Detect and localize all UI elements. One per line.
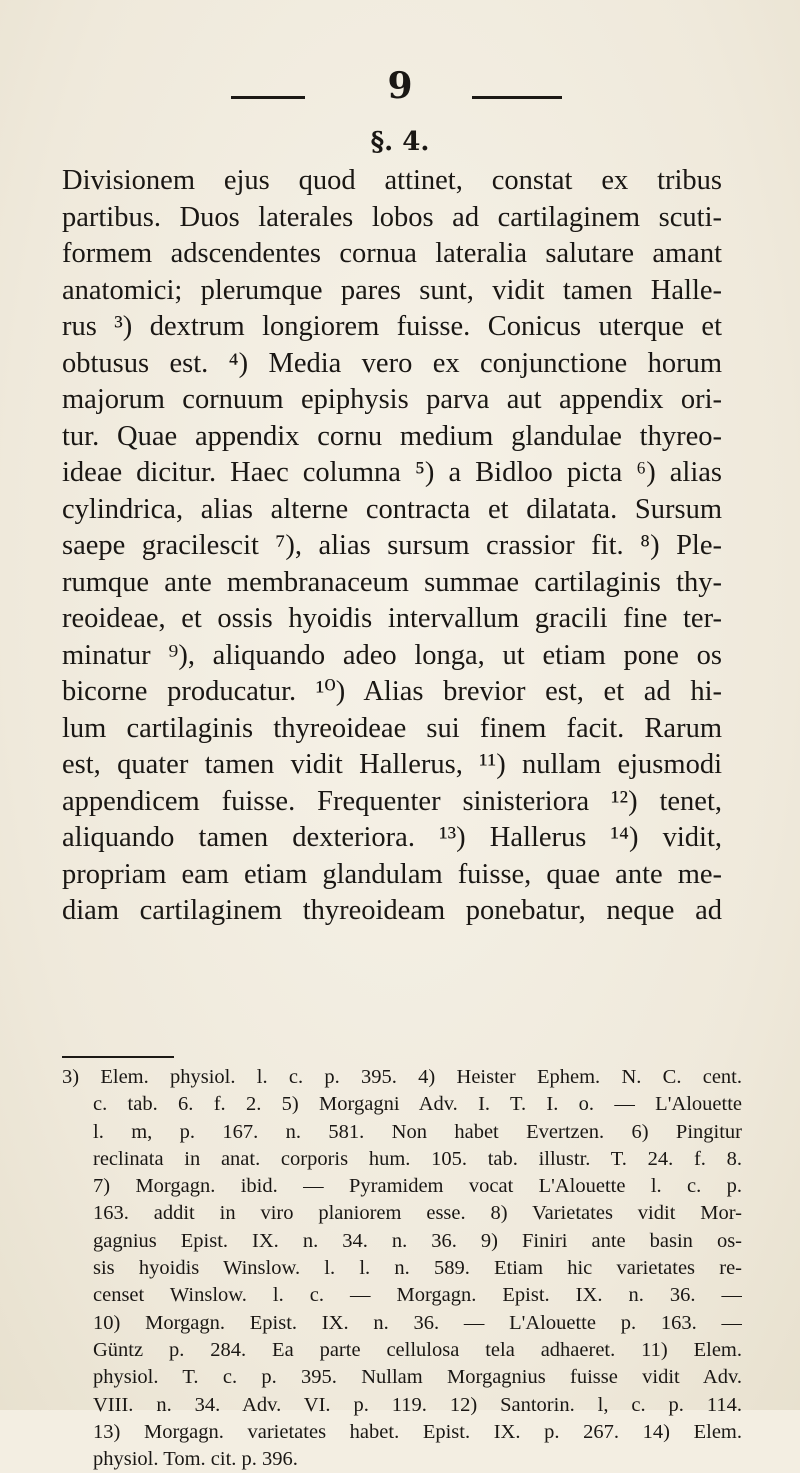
body-line: cylindrica, alias alterne contracta et dilatata. Sursum	[62, 493, 722, 525]
footnote-line: 7) Morgagn. ibid. — Pyramidem vocat L'Alouette l. c. p.	[93, 1175, 742, 1198]
footnote-line: Güntz p. 284. Ea parte cellulosa tela adhaeret. 11) Elem.	[93, 1338, 742, 1361]
body-line: appendicem fuisse. Frequenter sinisteriora ¹²) tenet,	[62, 785, 722, 817]
footnote-line: physiol. Tom. cit. p. 396.	[93, 1448, 298, 1471]
footnote-line: sis hyoidis Winslow. l. l. n. 589. Etiam hic varietates re-	[93, 1257, 742, 1280]
footnote-line: gagnius Epist. IX. n. 34. n. 36. 9) Finiri ante basin os-	[93, 1229, 742, 1252]
body-line: aliquando tamen dexteriora. ¹³) Hallerus ¹⁴) vidit,	[62, 822, 722, 853]
body-line: bicorne producatur. ¹⁰) Alias brevior est, et ad hi-	[62, 676, 722, 707]
footnote-line: reclinata in anat. corporis hum. 105. tab. illustr. T. 24. f. 8.	[93, 1147, 742, 1170]
body-line: partibus. Duos laterales lobos ad cartilaginem scuti-	[62, 201, 722, 233]
footnote-separator	[62, 1056, 174, 1058]
footnote-line: censet Winslow. l. c. — Morgagn. Epist. IX. n. 36. —	[93, 1284, 742, 1307]
footnote-line: VIII. n. 34. Adv. VI. p. 119. 12) Santorin. l, c. p. 114.	[93, 1393, 742, 1416]
body-line: est, quater tamen vidit Hallerus, ¹¹) nullam ejusmodi	[62, 749, 722, 780]
body-line: obtusus est. ⁴) Media vero ex conjunctione horum	[62, 347, 722, 379]
page-number: 9	[387, 65, 413, 107]
footnote-line: l. m, p. 167. n. 581. Non habet Evertzen. 6) Pingitur	[93, 1120, 742, 1143]
body-line: ideae dicitur. Haec columna ⁵) a Bidloo picta ⁶) alias	[62, 457, 722, 488]
body-line: rus ³) dextrum longiorem fuisse. Conicus uterque et	[62, 311, 722, 342]
footnote-line: c. tab. 6. f. 2. 5) Morgagni Adv. I. T. I. o. — L'Alouette	[93, 1093, 742, 1116]
body-line: formem adscendentes cornua lateralia salutare amant	[62, 238, 722, 269]
footnotes	[62, 1064, 742, 1473]
section-heading: §. 4.	[370, 127, 430, 157]
footnote-line: 10) Morgagn. Epist. IX. n. 36. — L'Alouette p. 163. —	[93, 1311, 742, 1334]
body-line: diam cartilaginem thyreoideam ponebatur, neque ad	[62, 895, 722, 926]
header-rule-right	[472, 96, 562, 99]
header-rule-left	[231, 96, 305, 99]
body-line: reoideae, et ossis hyoidis intervallum gracili fine ter-	[62, 603, 722, 634]
body-line: Divisionem ejus quod attinet, constat ex tribus	[62, 165, 722, 196]
body-line: anatomici; plerumque pares sunt, vidit tamen Halle-	[62, 274, 722, 306]
body-line: saepe gracilescit ⁷), alias sursum crassior fit. ⁸) Ple-	[62, 530, 722, 561]
body-line: lum cartilaginis thyreoideae sui finem facit. Rarum	[62, 712, 722, 744]
body-line: rumque ante membranaceum summae cartilaginis thy-	[62, 566, 722, 598]
footnote-line: 163. addit in viro planiorem esse. 8) Varietates vidit Mor-	[93, 1202, 742, 1225]
footnote-line: physiol. T. c. p. 395. Nullam Morgagnius fuisse vidit Adv.	[93, 1366, 742, 1389]
footnote-line: 13) Morgagn. varietates habet. Epist. IX. p. 267. 14) Elem.	[93, 1420, 742, 1443]
body-line: propriam eam etiam glandulam fuisse, quae ante me-	[62, 858, 722, 890]
body-line: majorum cornuum epiphysis parva aut appendix ori-	[62, 384, 722, 415]
main-text	[62, 163, 722, 930]
body-line: minatur ⁹), aliquando adeo longa, ut etiam pone os	[62, 639, 722, 671]
footnote-line: 3) Elem. physiol. l. c. p. 395. 4) Heister Ephem. N. C. cent.	[62, 1066, 742, 1088]
body-line: tur. Quae appendix cornu medium glandulae thyreo-	[62, 420, 722, 452]
